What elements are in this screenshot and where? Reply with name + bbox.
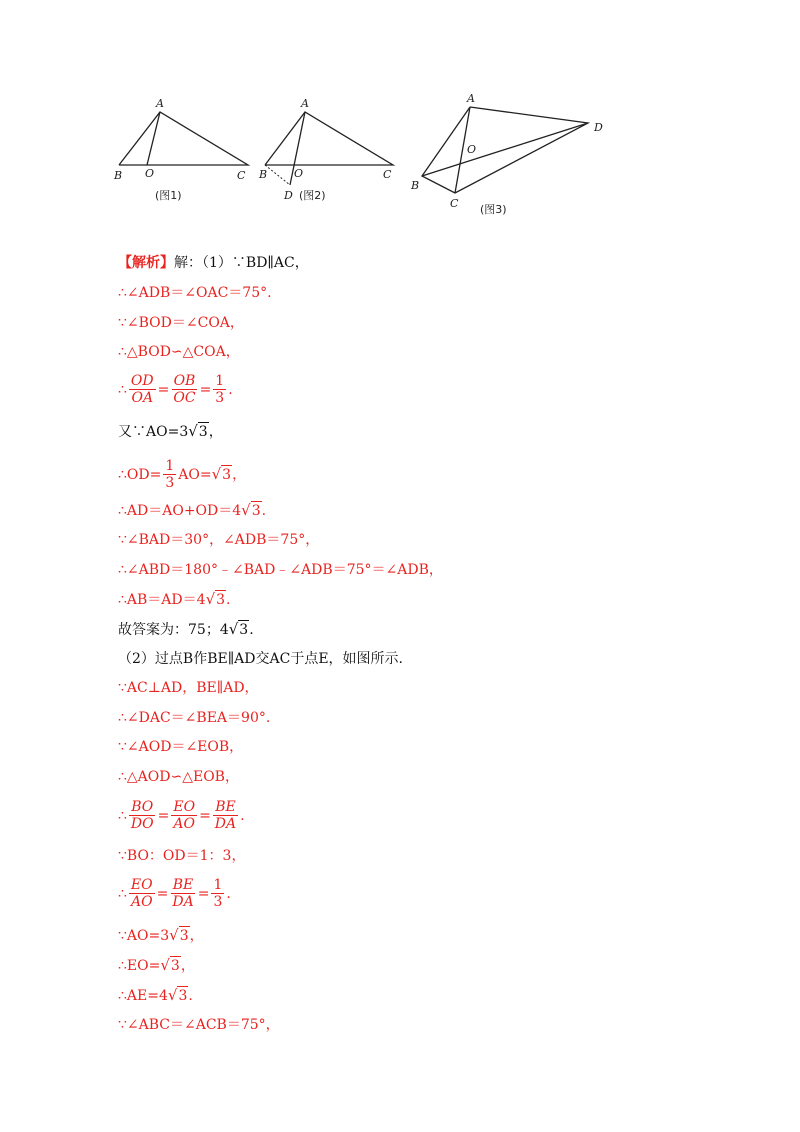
fig2-label-b: B bbox=[259, 168, 268, 181]
solution-line-14: ∵AC⊥AD，BE∥AD， bbox=[118, 680, 259, 696]
solution-line-23: ∴AE=4 √ 3 . bbox=[118, 986, 193, 1004]
line-5-prefix: ∴ bbox=[118, 381, 127, 398]
fraction-be-da: $\frac{BE}{DA}$ bbox=[214, 799, 237, 832]
fraction-1-3-c: $\frac{1}{3}$ bbox=[213, 877, 223, 910]
line-1-text: 解：（1）∵BD∥AC， bbox=[174, 255, 309, 271]
solution-line-10: ∴∠ABD＝180°﹣∠BAD﹣∠ADB＝75°＝∠ADB， bbox=[118, 562, 443, 578]
fig2-caption: (图2) bbox=[299, 189, 326, 202]
sqrt-3-g: √ 3 bbox=[160, 956, 180, 974]
fig3-label-b: B bbox=[411, 179, 420, 192]
solution-line-8: ∴AD＝AO+OD＝4 √ 3 . bbox=[118, 501, 267, 519]
solution-line-24: ∵∠ABC＝∠ACB＝75°， bbox=[118, 1017, 280, 1033]
sqrt-3-c: √ 3 bbox=[241, 501, 261, 519]
fraction-1-3-b: $\frac{1}{3}$ bbox=[165, 458, 175, 491]
solution-line-21: ∵AO=3 √ 3 ， bbox=[118, 926, 204, 944]
fig3-label-o: O bbox=[467, 143, 477, 156]
fig1-caption: (图1) bbox=[155, 189, 182, 202]
sqrt-3: √ 3 bbox=[188, 422, 208, 440]
sqrt-3-h: √ 3 bbox=[167, 986, 188, 1004]
figures-svg bbox=[100, 88, 620, 223]
solution-line-11: ∴AB＝AD＝4 √ 3 . bbox=[118, 590, 231, 608]
equals-sign: = bbox=[157, 381, 170, 398]
fig2-label-c: C bbox=[383, 168, 392, 181]
fraction-ob-oc: $\frac{OB}{OC}$ bbox=[173, 373, 196, 406]
fraction-1-3: $\frac{1}{3}$ bbox=[215, 373, 225, 406]
fig2-label-a: A bbox=[301, 97, 309, 110]
solution-line-2: ∴∠ADB＝∠OAC＝75°. bbox=[118, 285, 272, 301]
fig3-label-d: D bbox=[594, 121, 603, 134]
fraction-bo-do: $\frac{BO}{DO}$ bbox=[130, 799, 154, 832]
fig2-label-d: D bbox=[284, 189, 293, 202]
figure-3 bbox=[410, 92, 603, 216]
sqrt-3-d: √ 3 bbox=[205, 590, 226, 608]
sqrt-3-b: √ 3 bbox=[211, 465, 232, 483]
fig1-label-b: B bbox=[114, 169, 123, 182]
sqrt-3-f: √ 3 bbox=[169, 926, 189, 944]
solution-line-12: 故答案为：75；4 √ 3 . bbox=[118, 620, 254, 638]
sqrt-3-e: √ 3 bbox=[228, 620, 249, 638]
solution-line-4: ∴△BOD∽△COA， bbox=[118, 344, 240, 360]
solution-line-1 bbox=[118, 254, 309, 272]
fraction-od-oa: $\frac{OD}{OA}$ bbox=[130, 373, 154, 406]
fig1-label-c: C bbox=[237, 169, 246, 182]
solution-line-7: ∴OD= $\frac{1}{3}$ AO= √ 3 ， bbox=[118, 458, 247, 491]
solution-line-6: 又∵AO=3 √ 3 ， bbox=[118, 422, 223, 440]
figure-2 bbox=[258, 97, 393, 202]
solution-line-22: ∴EO= √ 3 ， bbox=[118, 956, 195, 974]
solution-line-17: ∴△AOD∽△EOB， bbox=[118, 769, 239, 785]
analysis-tag: 【解析】 bbox=[118, 255, 174, 271]
fig1-label-a: A bbox=[156, 97, 164, 110]
solution-line-13: （2）过点B作BE∥AD交AC于点E，如图所示. bbox=[118, 651, 403, 667]
fig3-label-a: A bbox=[467, 92, 475, 105]
figure-1 bbox=[113, 97, 248, 202]
solution-line-20: ∴ $\frac{EO}{AO}$ = $\frac{BE}{DA}$ = $\frac{1}{3}$ . bbox=[118, 877, 231, 910]
solution-line-16: ∵∠AOD＝∠EOB， bbox=[118, 739, 244, 755]
solution-line-5: ∴ $\frac{OD}{OA}$ = $\frac{OB}{OC}$ = $\frac{1}{3}$ . bbox=[118, 373, 233, 406]
fig2-label-o: O bbox=[294, 167, 304, 180]
solution-line-9: ∵∠BAD＝30°，∠ADB＝75°， bbox=[118, 532, 320, 548]
fraction-eo-ao: $\frac{EO}{AO}$ bbox=[173, 799, 196, 832]
solution-line-18: ∴ $\frac{BO}{DO}$ = $\frac{EO}{AO}$ = $\frac{BE}{DA}$ . bbox=[118, 799, 245, 832]
fig3-label-c: C bbox=[450, 197, 459, 210]
geometry-figures bbox=[100, 88, 620, 223]
solution-line-15: ∴∠DAC＝∠BEA＝90°. bbox=[118, 710, 271, 726]
equals-sign-2: = bbox=[199, 381, 212, 398]
fraction-be-da-b: $\frac{BE}{DA}$ bbox=[172, 877, 194, 910]
solution-line-3: ∵∠BOD＝∠COA， bbox=[118, 315, 244, 331]
fraction-eo-ao-b: $\frac{EO}{AO}$ bbox=[130, 877, 153, 910]
fig1-label-o: O bbox=[145, 167, 155, 180]
solution-line-19: ∵BO：OD＝1：3， bbox=[118, 848, 246, 864]
fig3-caption: (图3) bbox=[480, 203, 507, 216]
